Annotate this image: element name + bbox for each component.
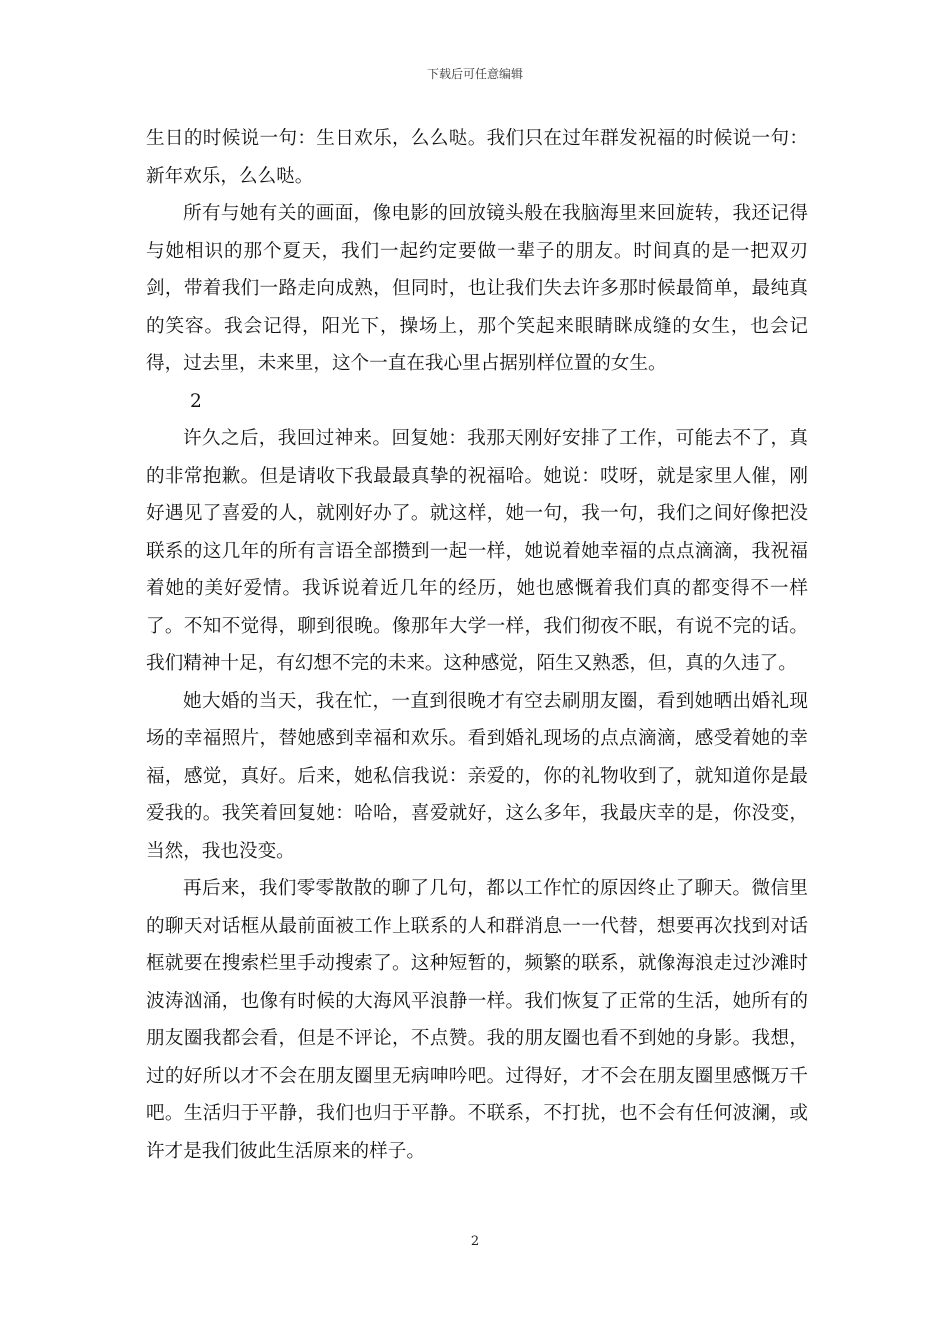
paragraph-wedding: 她大婚的当天，我在忙，一直到很晚才有空去刷朋友圈，看到她晒出婚礼现场的幸福照片，替她感到幸福和欢乐。看到婚礼现场的点点滴滴，感受着她的幸福，感觉，真好。后来，她私信我说：亲爱的，你的礼物收到了，就知道你是最爱我的。我笑着回复她：哈哈，喜爱就好，这么多年，我最庆幸的是，你没变，当然，我也没变。 — [146, 690, 808, 862]
paragraph-reply: 许久之后，我回过神来。回复她：我那天刚好安排了工作，可能去不了，真的非常抱歉。但是请收下我最最真挚的祝福哈。她说：哎呀，就是家里人催，刚好遇见了喜爱的人，就刚好办了。就这样，她一句，我一句，我们之间好像把没联系的这几年的所有言语全部攒到一起一样，她说着她幸福的点点滴滴，我祝福着她的美好爱情。我诉说着近几年的经历，她也感慨着我们真的都变得不一样了。不知不觉得，聊到很晚。像那年大学一样，我们彻夜不眠，有说不完的话。我们精神十足，有幻想不完的未来。这种感觉，陌生又熟悉，但，真的久违了。 — [146, 428, 808, 674]
page-number: 2 — [470, 1234, 480, 1249]
paragraph-continuation: 生日的时候说一句：生日欢乐，么么哒。我们只在过年群发祝福的时候说一句：新年欢乐，么么哒。 — [146, 128, 808, 187]
document-body — [146, 120, 808, 1170]
paragraph-memories: 所有与她有关的画面，像电影的回放镜头般在我脑海里来回旋转，我还记得与她相识的那个夏天，我们一起约定要做一辈子的朋友。时间真的是一把双刃剑，带着我们一路走向成熟，但同时，也让我们失去许多那时候最简单，最纯真的笑容。我会记得，阳光下，操场上，那个笑起来眼睛眯成缝的女生，也会记得，过去里，未来里，这个一直在我心里占据别样位置的女生。 — [146, 203, 808, 374]
page-header: 下载后可任意编辑 — [426, 67, 523, 81]
section-number: 2 — [190, 390, 202, 412]
paragraph-later: 再后来，我们零零散散的聊了几句，都以工作忙的原因终止了聊天。微信里的聊天对话框从最前面被工作上联系的人和群消息一一代替，想要再次找到对话框就要在搜索栏里手动搜索了。这种短暂的，频繁的联系，就像海浪走过沙滩时波涛汹涌，也像有时候的大海风平浪静一样。我们恢复了正常的生活，她所有的朋友圈我都会看，但是不评论，不点赞。我的朋友圈也看不到她的身影。我想，过的好所以才不会在朋友圈里无病呻吟吧。过得好，才不会在朋友圈里感慨万千吧。生活归于平静，我们也归于平静。不联系，不打扰，也不会有任何波澜，或许才是我们彼此生活原来的样子。 — [146, 878, 808, 1162]
